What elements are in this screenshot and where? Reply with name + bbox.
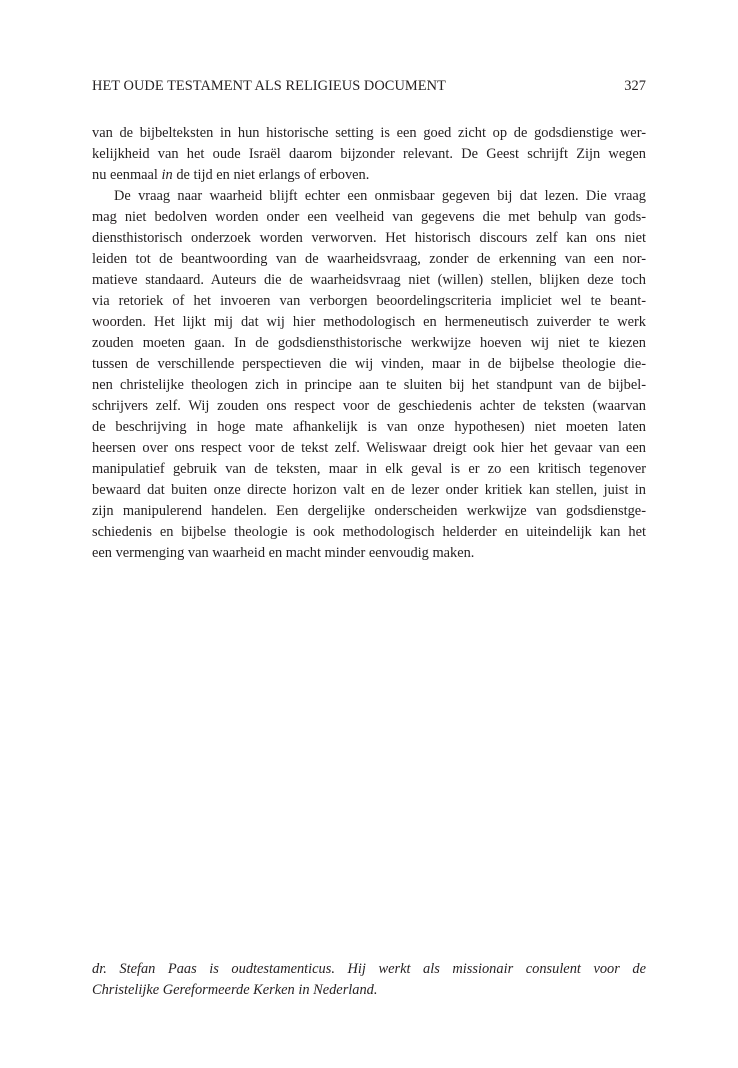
text-line: heersen over ons respect voor de tekst zelf. Weliswaar dreigt ook hier het gevaar van een: [92, 440, 646, 456]
text-line: schiedenis en bijbelse theologie is ook methodologisch helderder en uiteindelijk kan het: [92, 524, 646, 540]
text-line: woorden. Het lijkt mij dat wij hier methodologisch en hermeneutisch zuiverder te werk: [92, 314, 646, 330]
page-number: 327: [624, 78, 646, 94]
text-line: tussen de verschillende perspectieven die wij vinden, maar in de bijbelse theologie die-: [92, 356, 646, 372]
text-line: bewaard dat buiten onze directe horizon valt en de lezer onder kritiek kan stellen, juist in: [92, 482, 646, 498]
text-line: diensthistorisch onderzoek worden verworven. Het historisch discours zelf kan ons niet: [92, 230, 646, 246]
text-line: zouden moeten gaan. In de godsdiensthistorische werkwijze hoeven wij niet te kiezen: [92, 335, 646, 351]
paragraph-2: [92, 186, 646, 564]
text-line: kelijkheid van het oude Israël daarom bijzonder relevant. De Geest schrijft Zijn wegen: [92, 146, 646, 162]
footnote-line: dr. Stefan Paas is oudtestamenticus. Hij werkt als missionair consulent voor de: [92, 961, 646, 977]
text-line: zijn manipulerend handelen. Een dergelijke onderscheiden werkwijze van godsdienstge-: [92, 503, 646, 519]
text-line: van de bijbelteksten in hun historische setting is een goed zicht op de godsdienstige wer-: [92, 125, 646, 141]
paragraph-1: [92, 123, 646, 186]
text-line: schrijvers zelf. Wij zouden ons respect voor de geschiedenis achter de teksten (waarvan: [92, 398, 646, 414]
text-line: nen christelijke theologen zich in principe aan te sluiten bij het standpunt van de bijbel-: [92, 377, 646, 393]
text-line: matieve standaard. Auteurs die de waarheidsvraag niet (willen) stellen, blijken deze toch: [92, 272, 646, 288]
text-line: een vermenging van waarheid en macht minder eenvoudig maken.: [92, 545, 475, 561]
text-line: De vraag naar waarheid blijft echter een onmisbaar gegeven bij dat lezen. Die vraag: [114, 188, 646, 204]
text-line: [92, 165, 646, 186]
footnote-line: Christelijke Gereformeerde Kerken in Nederland.: [92, 982, 378, 998]
body-text: [92, 123, 646, 564]
text-run: de tijd en niet erlangs of erboven.: [172, 167, 370, 183]
text-line: via retoriek of het invoeren van verborgen beoordelingscriteria impliciet wel te beant-: [92, 293, 646, 309]
emphasis: in: [161, 167, 173, 183]
author-note: [92, 959, 646, 1001]
running-head: [92, 78, 646, 98]
text-line: manipulatief gebruik van de teksten, maar in elk geval is er zo een kritisch tegenover: [92, 461, 646, 477]
text-line: de beschrijving in hoge mate afhankelijk is van onze hypothesen) niet moeten laten: [92, 419, 646, 435]
text-line: mag niet bedolven worden onder een veelheid van gegevens die met behulp van gods-: [92, 209, 646, 225]
text-run: nu eenmaal: [92, 167, 162, 183]
running-head-title: HET OUDE TESTAMENT ALS RELIGIEUS DOCUMENT: [92, 78, 446, 94]
text-line: leiden tot de beantwoording van de waarheidsvraag, zonder de erkenning van een nor-: [92, 251, 646, 267]
